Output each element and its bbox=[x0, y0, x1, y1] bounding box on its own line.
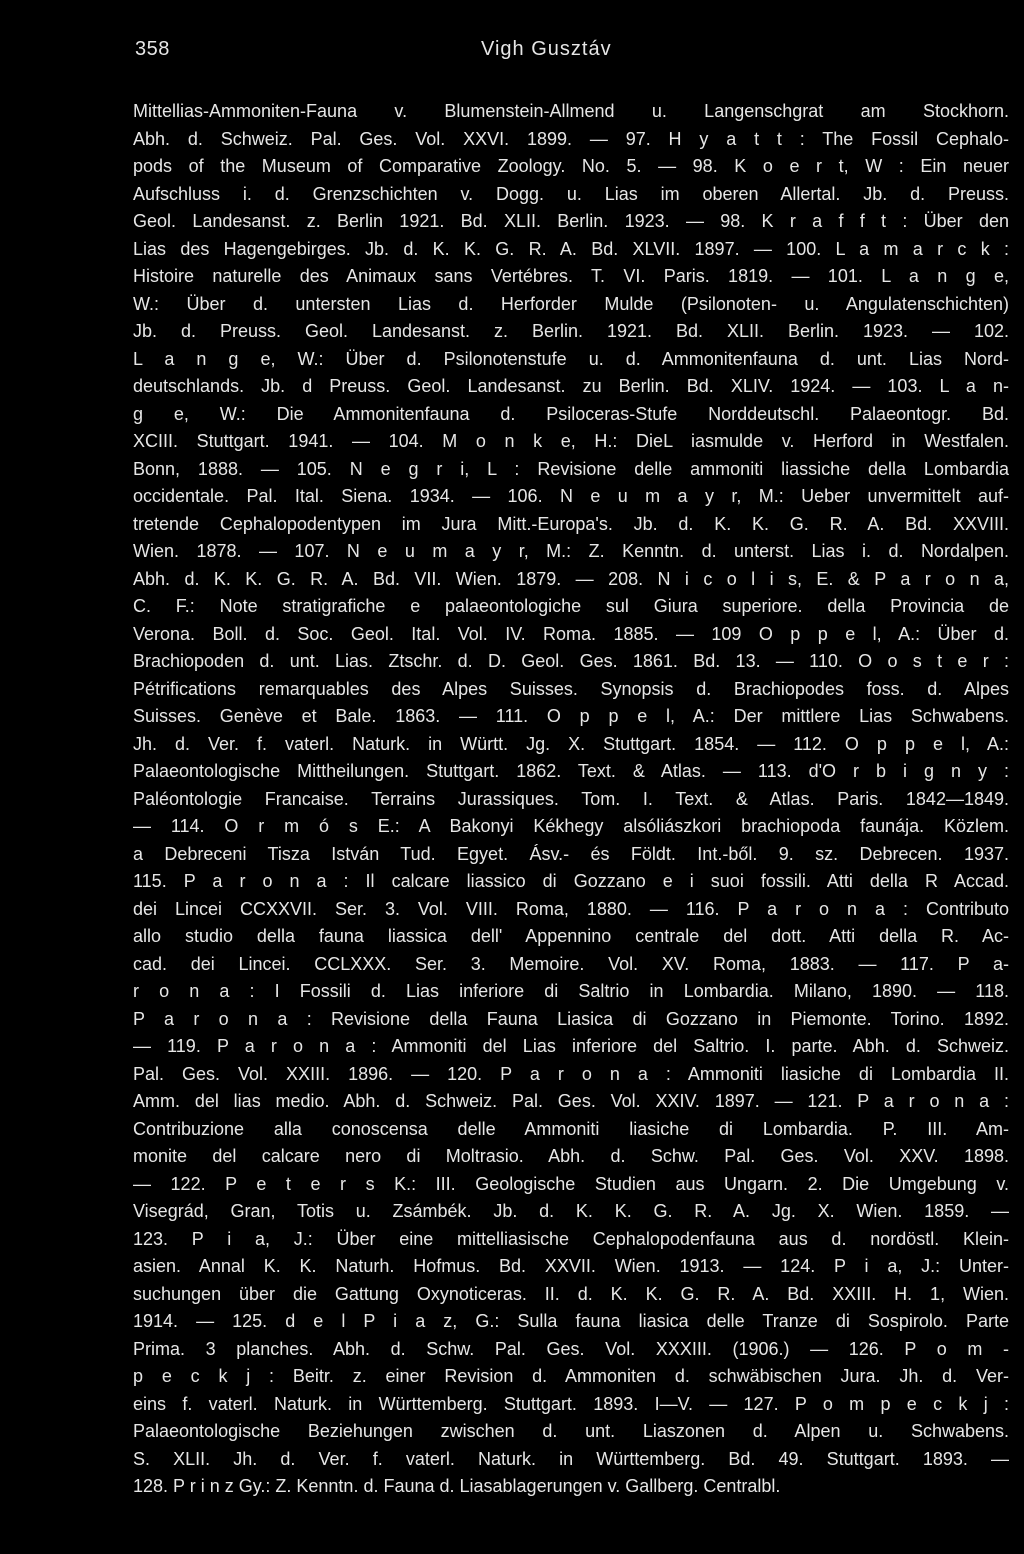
text-line: XCIII. Stuttgart. 1941. — 104. M o n k e, H.: DieL iasmulde v. Herford in Westfalen. bbox=[133, 431, 1009, 451]
text-line: Bonn, 1888. — 105. N e g r i, L : Revisione delle ammoniti liassiche della Lombardia bbox=[133, 458, 1009, 479]
text-line: cad. dei Lincei. CCLXXX. Ser. 3. Memoire. Vol. XV. Roma, 1883. — 117. P a- bbox=[133, 953, 1009, 974]
text-line: Abh. d. Schweiz. Pal. Ges. Vol. XXVI. 1899. — 97. H y a t t : The Fossil Cephalo- bbox=[133, 128, 1009, 149]
text-line: Prima. 3 planches. Abh. d. Schw. Pal. Ges. Vol. XXXIII. (1906.) — 126. P o m - bbox=[133, 1338, 1009, 1359]
text-line: pods of the Museum of Comparative Zoology. No. 5. — 98. K o e r t, W : Ein neuer bbox=[133, 156, 1009, 176]
text-line: 1914. — 125. d e l P i a z, G.: Sulla fauna liasica delle Tranze di Sospirolo. Parte bbox=[133, 1311, 1009, 1331]
text-line: allo studio della fauna liassica dell' Appennino centrale del dott. Atti della R. Ac- bbox=[133, 926, 1009, 946]
text-line: Aufschluss i. d. Grenzschichten v. Dogg. u. Lias im oberen Allertal. Jb. d. Preuss. bbox=[133, 183, 1009, 204]
text-line: Visegrád, Gran, Totis u. Zsámbék. Jb. d. K. K. G. R. A. Jg. X. Wien. 1859. — bbox=[133, 1201, 1009, 1221]
text-line: P a r o n a : Revisione della Fauna Liasica di Gozzano in Piemonte. Torino. 1892. bbox=[133, 1008, 1009, 1029]
text-line: p e c k j : Beitr. z. einer Revision d. Ammoniten d. schwäbischen Jura. Jh. d. Ver- bbox=[133, 1366, 1009, 1386]
bibliography-text bbox=[133, 98, 1009, 1501]
text-line: S. XLII. Jh. d. Ver. f. vaterl. Naturk. in Württemberg. Bd. 49. Stuttgart. 1893. — bbox=[133, 1448, 1009, 1469]
text-line: Wien. 1878. — 107. N e u m a y r, M.: Z. Kenntn. d. unterst. Lias i. d. Nordalpen. bbox=[133, 541, 1009, 561]
text-line: Amm. del lias medio. Abh. d. Schweiz. Pal. Ges. Vol. XXIV. 1897. — 121. P a r o n a : bbox=[133, 1091, 1009, 1111]
text-line: tretende Cephalopodentypen im Jura Mitt.-Europa's. Jb. d. K. K. G. R. A. Bd. XXVIII. bbox=[133, 513, 1009, 534]
text-line: eins f. vaterl. Naturk. in Württemberg. Stuttgart. 1893. I—V. — 127. P o m p e c k j : bbox=[133, 1393, 1009, 1414]
text-line: Pal. Ges. Vol. XXIII. 1896. — 120. P a r o n a : Ammoniti liasiche di Lombardia II. bbox=[133, 1063, 1009, 1084]
text-line: deutschlands. Jb. d Preuss. Geol. Landesanst. zu Berlin. Bd. XLIV. 1924. — 103. L a n- bbox=[133, 376, 1009, 396]
text-line: Suisses. Genève et Bale. 1863. — 111. O p p e l, A.: Der mittlere Lias Schwabens. bbox=[133, 706, 1009, 726]
text-line: Lias des Hagengebirges. Jb. d. K. K. G. R. A. Bd. XLVII. 1897. — 100. L a m a r c k : bbox=[133, 238, 1009, 259]
text-line: L a n g e, W.: Über d. Psilonotenstufe u. d. Ammonitenfauna d. unt. Lias Nord- bbox=[133, 348, 1009, 369]
text-line: — 122. P e t e r s K.: III. Geologische Studien aus Ungarn. 2. Die Umgebung v. bbox=[133, 1173, 1009, 1194]
text-line: dei Lincei CCXXVII. Ser. 3. Vol. VIII. Roma, 1880. — 116. P a r o n a : Contributo bbox=[133, 898, 1009, 919]
text-line: Brachiopoden d. unt. Lias. Ztschr. d. D. Geol. Ges. 1861. Bd. 13. — 110. O o s t e r : bbox=[133, 651, 1009, 671]
text-line: — 119. P a r o n a : Ammoniti del Lias inferiore del Saltrio. I. parte. Abh. d. Schweiz. bbox=[133, 1036, 1009, 1056]
text-line: Abh. d. K. K. G. R. A. Bd. VII. Wien. 1879. — 208. N i c o l i s, E. & P a r o n a, bbox=[133, 568, 1009, 589]
text-line: 115. P a r o n a : Il calcare liassico di Gozzano e i suoi fossili. Atti della R Accad. bbox=[133, 871, 1009, 891]
text-line: C. F.: Note stratigrafiche e palaeontologiche sul Giura superiore. della Provincia de bbox=[133, 596, 1009, 616]
text-line: a Debreceni Tisza István Tud. Egyet. Ásv.- és Földt. Int.-ből. 9. sz. Debrecen. 1937. bbox=[133, 843, 1009, 864]
page-header bbox=[135, 38, 1010, 68]
text-line: monite del calcare nero di Moltrasio. Abh. d. Schw. Pal. Ges. Vol. XXV. 1898. bbox=[133, 1146, 1009, 1166]
text-line: Histoire naturelle des Animaux sans Vertébres. T. VI. Paris. 1819. — 101. L a n g e, bbox=[133, 266, 1009, 286]
text-line: 123. P i a, J.: Über eine mittelliasische Cephalopodenfauna aus d. nordöstl. Klein- bbox=[133, 1228, 1009, 1249]
page-number: 358 bbox=[135, 38, 170, 60]
text-line: asien. Annal K. K. Naturh. Hofmus. Bd. XXVII. Wien. 1913. — 124. P i a, J.: Unter- bbox=[133, 1256, 1009, 1276]
text-line: Contribuzione alla conoscensa delle Ammoniti liasiche di Lombardia. P. III. Am- bbox=[133, 1118, 1009, 1139]
text-line: — 114. O r m ó s E.: A Bakonyi Kékhegy alsóliászkori brachiopoda faunája. Közlem. bbox=[133, 816, 1009, 836]
text-line: Geol. Landesanst. z. Berlin 1921. Bd. XLII. Berlin. 1923. — 98. K r a f f t : Über den bbox=[133, 211, 1009, 231]
text-line: Palaeontologische Beziehungen zwischen d. unt. Liaszonen d. Alpen u. Schwabens. bbox=[133, 1421, 1009, 1441]
text-line: W.: Über d. untersten Lias d. Herforder Mulde (Psilonoten- u. Angulatenschichten) bbox=[133, 293, 1009, 314]
text-line: suchungen über die Gattung Oxynoticeras. II. d. K. K. G. R. A. Bd. XXIII. H. 1, Wien. bbox=[133, 1283, 1009, 1304]
text-line: Mittellias-Ammoniten-Fauna v. Blumenstein-Allmend u. Langenschgrat am Stockhorn. bbox=[133, 101, 1009, 121]
text-line: 128. P r i n z Gy.: Z. Kenntn. d. Fauna d. Liasablagerungen v. Gallberg. Centralbl. bbox=[133, 1476, 781, 1496]
text-line: Verona. Boll. d. Soc. Geol. Ital. Vol. IV. Roma. 1885. — 109 O p p e l, A.: Über d. bbox=[133, 623, 1009, 644]
text-line: Palaeontologische Mittheilungen. Stuttgart. 1862. Text. & Atlas. — 113. d'O r b i g n y : bbox=[133, 761, 1009, 781]
text-line: Jh. d. Ver. f. vaterl. Naturk. in Württ. Jg. X. Stuttgart. 1854. — 112. O p p e l, A.: bbox=[133, 733, 1009, 754]
running-title: Vigh Gusztáv bbox=[481, 38, 612, 60]
text-line: Jb. d. Preuss. Geol. Landesanst. z. Berlin. 1921. Bd. XLII. Berlin. 1923. — 102. bbox=[133, 321, 1009, 341]
text-line: occidentale. Pal. Ital. Siena. 1934. — 106. N e u m a y r, M.: Ueber unvermittelt auf- bbox=[133, 486, 1009, 506]
text-line: g e, W.: Die Ammonitenfauna d. Psiloceras-Stufe Norddeutschl. Palaeontogr. Bd. bbox=[133, 403, 1009, 424]
text-line: Paléontologie Francaise. Terrains Jurassiques. Tom. I. Text. & Atlas. Paris. 1842—1849. bbox=[133, 788, 1009, 809]
text-line: r o n a : I Fossili d. Lias inferiore di Saltrio in Lombardia. Milano, 1890. — 118. bbox=[133, 981, 1009, 1001]
text-line: Pétrifications remarquables des Alpes Suisses. Synopsis d. Brachiopodes foss. d. Alpes bbox=[133, 678, 1009, 699]
